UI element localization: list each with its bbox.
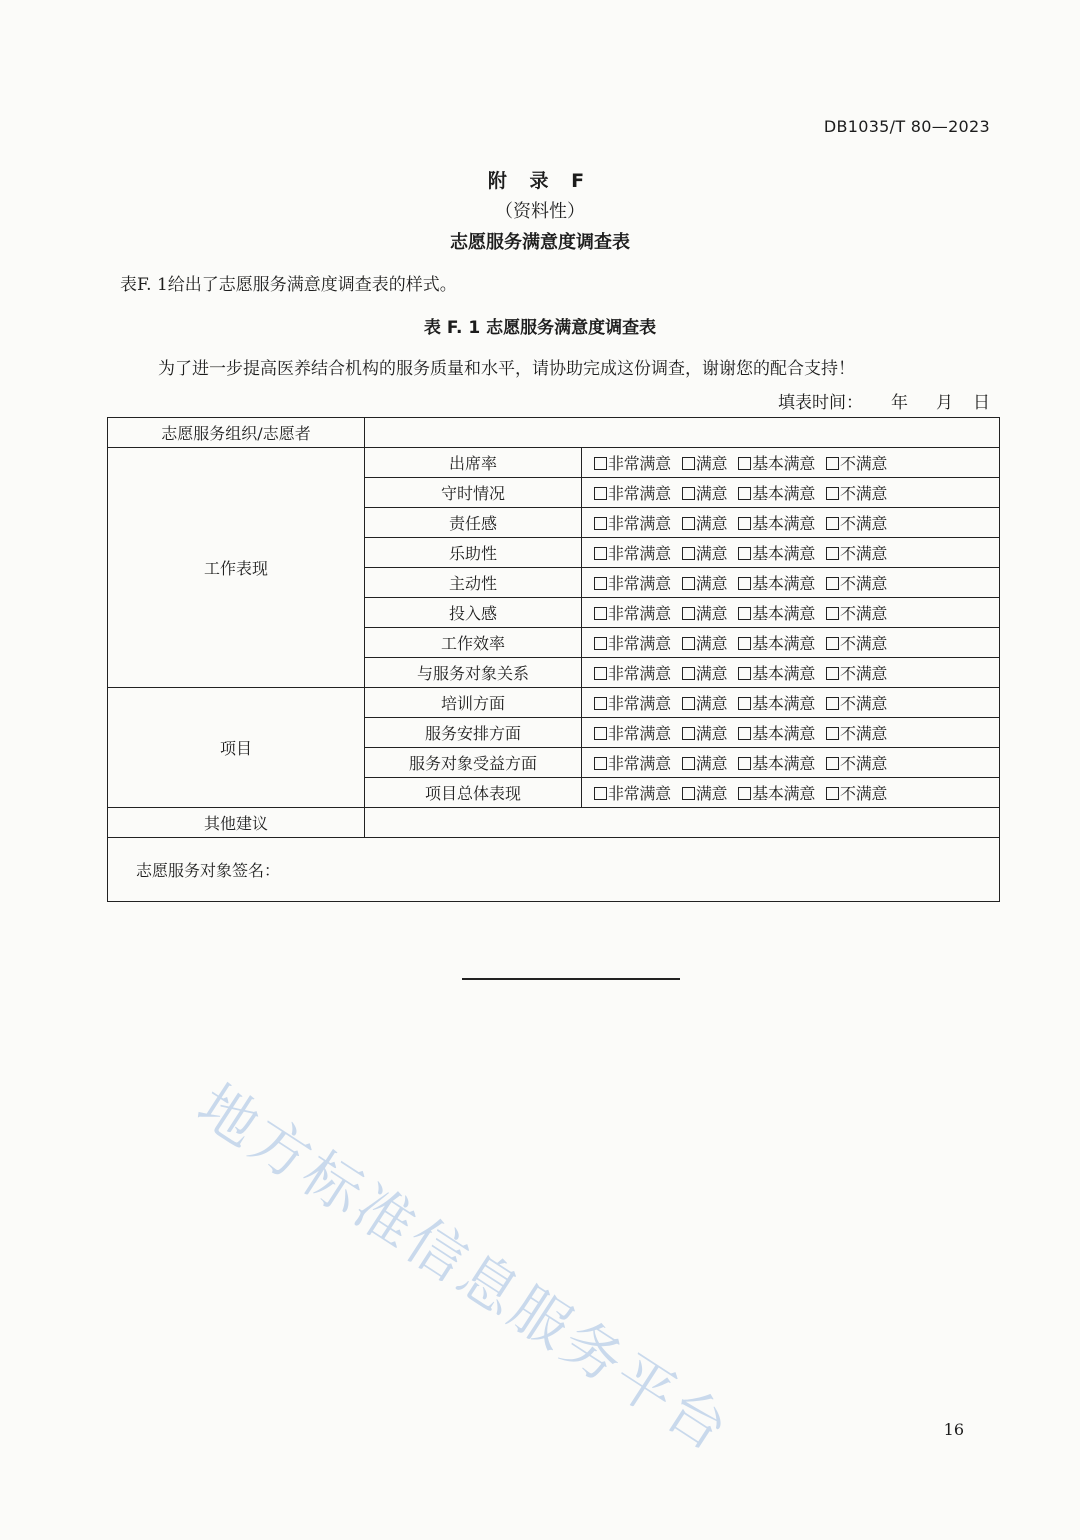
checkbox-icon[interactable] bbox=[594, 517, 607, 530]
rating-option[interactable] bbox=[826, 661, 887, 684]
checkbox-icon[interactable] bbox=[594, 727, 607, 740]
rating-option[interactable] bbox=[826, 481, 887, 504]
item-label: 培训方面 bbox=[365, 688, 582, 718]
rating-option[interactable] bbox=[738, 721, 815, 744]
rating-option[interactable] bbox=[682, 721, 727, 744]
checkbox-icon[interactable] bbox=[682, 547, 695, 560]
rating-option[interactable] bbox=[682, 541, 727, 564]
rating-options bbox=[582, 448, 1000, 478]
checkbox-icon[interactable] bbox=[594, 787, 607, 800]
checkbox-icon[interactable] bbox=[826, 457, 839, 470]
rating-option[interactable] bbox=[826, 541, 887, 564]
rating-option[interactable] bbox=[682, 481, 727, 504]
checkbox-icon[interactable] bbox=[738, 697, 751, 710]
rating-option[interactable] bbox=[682, 661, 727, 684]
rating-option-label: 基本满意 bbox=[752, 634, 816, 653]
rating-option[interactable] bbox=[594, 751, 671, 774]
group-label: 工作表现 bbox=[108, 448, 365, 688]
signature-row bbox=[108, 838, 1000, 902]
checkbox-icon[interactable] bbox=[594, 697, 607, 710]
rating-option-label: 不满意 bbox=[840, 544, 888, 563]
rating-option[interactable] bbox=[738, 781, 815, 804]
rating-option-label: 满意 bbox=[695, 784, 728, 803]
rating-option-label: 非常满意 bbox=[608, 724, 671, 743]
rating-option[interactable] bbox=[594, 511, 671, 534]
rating-options bbox=[582, 538, 1000, 568]
checkbox-icon[interactable] bbox=[826, 787, 839, 800]
rating-option[interactable] bbox=[738, 541, 815, 564]
checkbox-icon[interactable] bbox=[826, 487, 839, 500]
rating-option[interactable] bbox=[826, 691, 887, 714]
checkbox-icon[interactable] bbox=[738, 667, 751, 680]
item-label: 投入感 bbox=[365, 598, 582, 628]
rating-option[interactable] bbox=[682, 451, 727, 474]
rating-option[interactable] bbox=[738, 511, 815, 534]
checkbox-icon[interactable] bbox=[826, 697, 839, 710]
checkbox-icon[interactable] bbox=[682, 607, 695, 620]
survey-table bbox=[107, 417, 1000, 902]
checkbox-icon[interactable] bbox=[738, 577, 751, 590]
rating-option[interactable] bbox=[826, 751, 887, 774]
checkbox-icon[interactable] bbox=[594, 547, 607, 560]
rating-option-label: 非常满意 bbox=[608, 574, 671, 593]
checkbox-icon[interactable] bbox=[826, 577, 839, 590]
rating-option-label: 不满意 bbox=[840, 484, 888, 503]
checkbox-icon[interactable] bbox=[682, 667, 695, 680]
checkbox-icon[interactable] bbox=[682, 787, 695, 800]
fill-time-month: 月 bbox=[936, 393, 953, 413]
rating-option-label: 不满意 bbox=[840, 664, 888, 683]
item-label: 守时情况 bbox=[365, 478, 582, 508]
item-label: 主动性 bbox=[365, 568, 582, 598]
rating-options bbox=[582, 628, 1000, 658]
rating-option[interactable] bbox=[594, 661, 671, 684]
org-row bbox=[108, 418, 1000, 448]
rating-option-label: 满意 bbox=[695, 604, 728, 623]
rating-option-label: 非常满意 bbox=[608, 664, 671, 683]
rating-option-label: 不满意 bbox=[840, 724, 888, 743]
rating-option-label: 基本满意 bbox=[752, 604, 816, 623]
checkbox-icon[interactable] bbox=[738, 547, 751, 560]
rating-options bbox=[582, 568, 1000, 598]
rating-option[interactable] bbox=[682, 571, 727, 594]
checkbox-icon[interactable] bbox=[738, 487, 751, 500]
suggestions-input-cell[interactable] bbox=[365, 808, 1000, 838]
checkbox-icon[interactable] bbox=[594, 577, 607, 590]
rating-option-label: 不满意 bbox=[840, 454, 888, 473]
rating-option-label: 不满意 bbox=[840, 634, 888, 653]
rating-option-label: 非常满意 bbox=[608, 454, 671, 473]
signature-label: 志愿服务对象签名： bbox=[136, 861, 281, 880]
rating-option[interactable] bbox=[682, 601, 727, 624]
page-number: 16 bbox=[943, 1420, 964, 1439]
rating-option-label: 满意 bbox=[695, 634, 728, 653]
rating-option[interactable] bbox=[682, 751, 727, 774]
rating-option-label: 基本满意 bbox=[752, 664, 816, 683]
rating-option[interactable] bbox=[682, 691, 727, 714]
rating-options bbox=[582, 718, 1000, 748]
rating-option-label: 非常满意 bbox=[608, 514, 671, 533]
checkbox-icon[interactable] bbox=[738, 637, 751, 650]
table-row bbox=[108, 688, 1000, 718]
rating-option[interactable] bbox=[594, 451, 671, 474]
checkbox-icon[interactable] bbox=[826, 517, 839, 530]
item-label: 出席率 bbox=[365, 448, 582, 478]
rating-option[interactable] bbox=[738, 481, 815, 504]
rating-option[interactable] bbox=[594, 781, 671, 804]
appendix-title: 志愿服务满意度调查表 bbox=[450, 232, 630, 253]
checkbox-icon[interactable] bbox=[738, 757, 751, 770]
rating-option-label: 非常满意 bbox=[608, 754, 671, 773]
rating-options bbox=[582, 478, 1000, 508]
rating-option-label: 不满意 bbox=[840, 514, 888, 533]
rating-option-label: 基本满意 bbox=[752, 784, 816, 803]
item-label: 工作效率 bbox=[365, 628, 582, 658]
rating-option[interactable] bbox=[738, 661, 815, 684]
fill-time-day: 日 bbox=[973, 393, 990, 413]
checkbox-icon[interactable] bbox=[594, 757, 607, 770]
rating-option-label: 非常满意 bbox=[608, 784, 671, 803]
rating-options bbox=[582, 748, 1000, 778]
rating-option[interactable] bbox=[826, 571, 887, 594]
checkbox-icon[interactable] bbox=[826, 667, 839, 680]
suggestions-label: 其他建议 bbox=[108, 808, 365, 838]
fill-time-label: 填表时间： bbox=[778, 393, 863, 413]
rating-options bbox=[582, 658, 1000, 688]
checkbox-icon[interactable] bbox=[594, 607, 607, 620]
rating-option[interactable] bbox=[594, 631, 671, 654]
rating-option-label: 基本满意 bbox=[752, 724, 816, 743]
rating-option-label: 不满意 bbox=[840, 574, 888, 593]
signature-field[interactable] bbox=[108, 838, 1000, 902]
rating-option[interactable] bbox=[738, 571, 815, 594]
rating-option[interactable] bbox=[826, 781, 887, 804]
checkbox-icon[interactable] bbox=[682, 577, 695, 590]
intro-text: 表F. 1给出了志愿服务满意度调查表的样式。 bbox=[120, 275, 457, 295]
item-label: 项目总体表现 bbox=[365, 778, 582, 808]
rating-option[interactable] bbox=[594, 541, 671, 564]
rating-option-label: 满意 bbox=[695, 544, 728, 563]
suggestions-row bbox=[108, 808, 1000, 838]
checkbox-icon[interactable] bbox=[682, 457, 695, 470]
checkbox-icon[interactable] bbox=[682, 517, 695, 530]
rating-option[interactable] bbox=[738, 601, 815, 624]
rating-option-label: 基本满意 bbox=[752, 694, 816, 713]
checkbox-icon[interactable] bbox=[826, 547, 839, 560]
rating-option-label: 非常满意 bbox=[608, 544, 671, 563]
end-rule bbox=[462, 978, 680, 980]
rating-option-label: 非常满意 bbox=[608, 484, 671, 503]
rating-option-label: 非常满意 bbox=[608, 634, 671, 653]
checkbox-icon[interactable] bbox=[594, 487, 607, 500]
table-caption: 表 F. 1 志愿服务满意度调查表 bbox=[423, 318, 657, 338]
checkbox-icon[interactable] bbox=[738, 727, 751, 740]
rating-option[interactable] bbox=[826, 601, 887, 624]
rating-option-label: 不满意 bbox=[840, 754, 888, 773]
rating-option-label: 非常满意 bbox=[608, 694, 671, 713]
rating-option-label: 基本满意 bbox=[752, 454, 816, 473]
rating-option[interactable] bbox=[738, 631, 815, 654]
checkbox-icon[interactable] bbox=[682, 757, 695, 770]
rating-option[interactable] bbox=[826, 451, 887, 474]
item-label: 服务安排方面 bbox=[365, 718, 582, 748]
checkbox-icon[interactable] bbox=[682, 727, 695, 740]
rating-option[interactable] bbox=[826, 721, 887, 744]
checkbox-icon[interactable] bbox=[738, 517, 751, 530]
rating-option[interactable] bbox=[826, 631, 887, 654]
rating-option[interactable] bbox=[594, 601, 671, 624]
rating-option-label: 不满意 bbox=[840, 784, 888, 803]
rating-options bbox=[582, 688, 1000, 718]
org-input-cell[interactable] bbox=[365, 418, 1000, 448]
rating-option-label: 基本满意 bbox=[752, 514, 816, 533]
rating-option[interactable] bbox=[682, 631, 727, 654]
rating-option[interactable] bbox=[594, 721, 671, 744]
checkbox-icon[interactable] bbox=[594, 637, 607, 650]
checkbox-icon[interactable] bbox=[594, 667, 607, 680]
rating-option[interactable] bbox=[738, 451, 815, 474]
rating-option-label: 不满意 bbox=[840, 694, 888, 713]
checkbox-icon[interactable] bbox=[738, 787, 751, 800]
checkbox-icon[interactable] bbox=[826, 637, 839, 650]
org-label: 志愿服务组织/志愿者 bbox=[108, 418, 365, 448]
rating-option-label: 基本满意 bbox=[752, 754, 816, 773]
rating-option[interactable] bbox=[826, 511, 887, 534]
rating-option-label: 满意 bbox=[695, 724, 728, 743]
rating-option[interactable] bbox=[738, 751, 815, 774]
rating-option[interactable] bbox=[682, 781, 727, 804]
rating-option-label: 满意 bbox=[695, 694, 728, 713]
item-label: 服务对象受益方面 bbox=[365, 748, 582, 778]
rating-option-label: 基本满意 bbox=[752, 484, 816, 503]
item-label: 乐助性 bbox=[365, 538, 582, 568]
rating-option[interactable] bbox=[682, 511, 727, 534]
rating-options bbox=[582, 778, 1000, 808]
rating-option[interactable] bbox=[594, 481, 671, 504]
checkbox-icon[interactable] bbox=[594, 457, 607, 470]
watermark: 地方标准信息服务平台 bbox=[185, 1070, 743, 1466]
rating-options bbox=[582, 508, 1000, 538]
rating-option-label: 满意 bbox=[695, 754, 728, 773]
rating-option-label: 基本满意 bbox=[752, 544, 816, 563]
rating-option-label: 非常满意 bbox=[608, 604, 671, 623]
rating-option-label: 满意 bbox=[695, 484, 728, 503]
appendix-label: 附 录 F bbox=[487, 170, 593, 192]
document-code: DB1035/T 80—2023 bbox=[823, 117, 990, 136]
rating-option[interactable] bbox=[594, 571, 671, 594]
rating-option-label: 不满意 bbox=[840, 604, 888, 623]
table-row bbox=[108, 448, 1000, 478]
checkbox-icon[interactable] bbox=[826, 727, 839, 740]
survey-greeting: 为了进一步提高医养结合机构的服务质量和水平，请协助完成这份调查，谢谢您的配合支持！ bbox=[158, 359, 855, 379]
rating-option[interactable] bbox=[594, 691, 671, 714]
checkbox-icon[interactable] bbox=[682, 697, 695, 710]
rating-option-label: 基本满意 bbox=[752, 574, 816, 593]
fill-time bbox=[778, 388, 990, 413]
fill-time-year: 年 bbox=[891, 393, 908, 413]
checkbox-icon[interactable] bbox=[682, 637, 695, 650]
checkbox-icon[interactable] bbox=[738, 607, 751, 620]
checkbox-icon[interactable] bbox=[826, 757, 839, 770]
rating-option-label: 满意 bbox=[695, 454, 728, 473]
checkbox-icon[interactable] bbox=[738, 457, 751, 470]
rating-option[interactable] bbox=[738, 691, 815, 714]
group-label: 项目 bbox=[108, 688, 365, 808]
item-label: 与服务对象关系 bbox=[365, 658, 582, 688]
checkbox-icon[interactable] bbox=[826, 607, 839, 620]
rating-option-label: 满意 bbox=[695, 574, 728, 593]
rating-option-label: 满意 bbox=[695, 514, 728, 533]
rating-option-label: 满意 bbox=[695, 664, 728, 683]
rating-options bbox=[582, 598, 1000, 628]
item-label: 责任感 bbox=[365, 508, 582, 538]
checkbox-icon[interactable] bbox=[682, 487, 695, 500]
appendix-nature: （资料性） bbox=[495, 201, 585, 222]
